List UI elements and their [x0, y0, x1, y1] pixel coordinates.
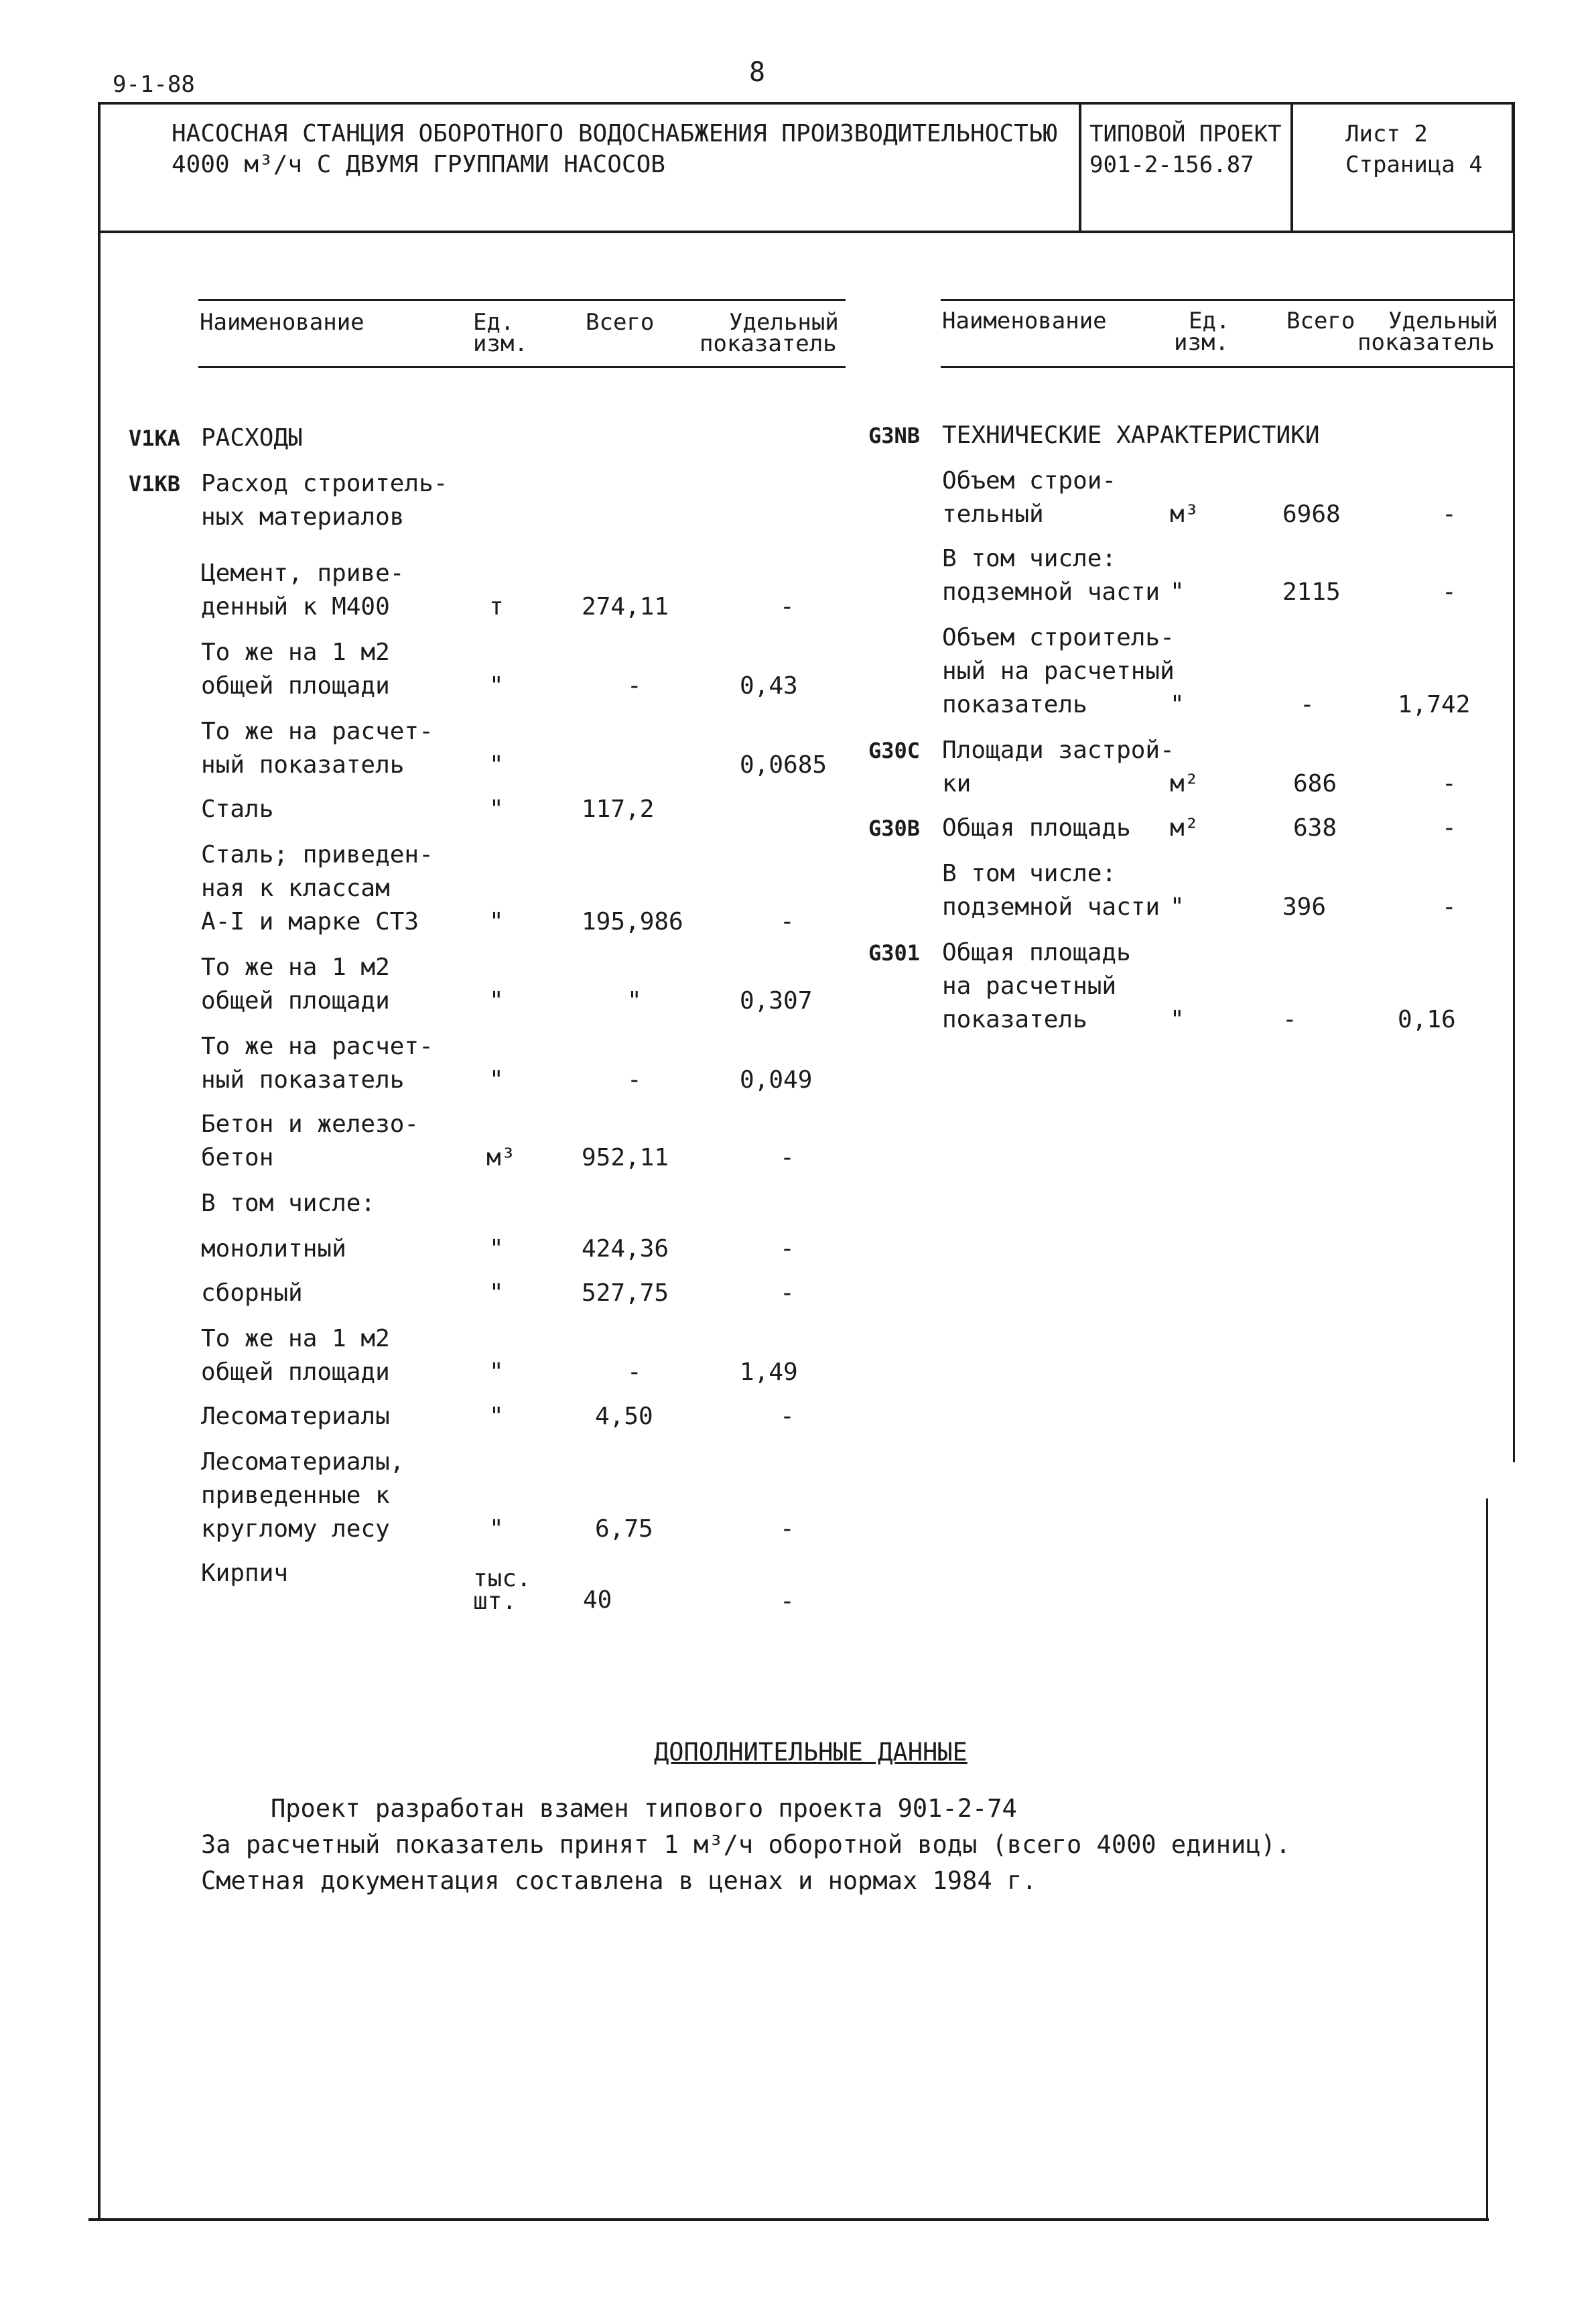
left-row-unit: " [489, 1358, 504, 1386]
right-header-unit-2: изм. [1174, 329, 1229, 356]
right-row-spec: 1,742 [1398, 691, 1471, 718]
right-header-spec-2: показатель [1357, 329, 1495, 356]
left-row-name: Лесоматериалы [201, 1403, 390, 1430]
left-row-name: Цемент, приве- [201, 560, 405, 587]
left-row-unit: " [489, 908, 504, 936]
left-row-unit: " [489, 987, 504, 1015]
left-row-unit: " [489, 1515, 504, 1543]
right-row-unit: м² [1170, 770, 1199, 797]
left-row-name: Сталь; приведен- [201, 841, 434, 869]
right-header-spec-1: Удельный [1388, 308, 1498, 334]
left-row-name: Лесоматериалы, [201, 1448, 405, 1476]
left-row-name: В том числе: [201, 1190, 376, 1217]
left-row-name: Кирпич [201, 1559, 289, 1587]
right-section-code: G3NB [868, 423, 921, 448]
right-row-total: 686 [1293, 770, 1337, 797]
left-row-name: Бетон и железо- [201, 1110, 419, 1138]
left-header-spec-2: показатель [700, 330, 837, 357]
left-row-spec: - [780, 1515, 795, 1543]
additional-line-1: Проект разработан взамен типового проекта 901-2-74 [271, 1794, 1017, 1823]
left-row-name: сборный [201, 1279, 303, 1307]
title-block-divider [1290, 102, 1293, 233]
project-label: ТИПОВОЙ ПРОЕКТ [1089, 121, 1282, 147]
right-row-name: на расчетный [942, 972, 1117, 1000]
frame-right-top-line [1513, 102, 1515, 1462]
left-row-total: - [627, 1066, 642, 1094]
right-row-unit: " [1170, 578, 1185, 606]
right-row-name: Объем строитель- [942, 624, 1175, 651]
left-row-unit: т [489, 593, 504, 621]
left-row-spec: - [780, 1588, 795, 1615]
right-row-name: Площади застрой- [942, 737, 1175, 764]
title-line-1: НАСОСНАЯ СТАНЦИЯ ОБОРОТНОГО ВОДОСНАБЖЕНИЯ ПРОИЗВОДИТЕЛЬНОСТЬЮ [172, 120, 1058, 147]
left-row-total: 527,75 [582, 1279, 669, 1307]
frame-left-line [98, 102, 101, 2221]
left-row-unit: " [489, 1279, 504, 1307]
right-row-name: подземной части [942, 578, 1160, 606]
left-row-name: Сталь [201, 795, 274, 823]
right-row-spec: - [1442, 770, 1457, 797]
left-row-name: ная к классам [201, 875, 390, 902]
right-row-code: G301 [868, 940, 921, 966]
right-section-title: ТЕХНИЧЕСКИЕ ХАРАКТЕРИСТИКИ [942, 422, 1320, 449]
title-block-divider [1079, 102, 1081, 233]
left-row-spec: - [780, 1403, 795, 1430]
left-row-name: общей площади [201, 987, 390, 1015]
left-row-name: бетон [201, 1144, 274, 1171]
left-row-total: - [627, 1358, 642, 1386]
left-row-spec: - [780, 908, 795, 936]
left-row-name: Расход строитель- [201, 470, 448, 497]
left-row-name: То же на 1 м2 [201, 639, 390, 666]
left-row-total: 274,11 [582, 593, 669, 621]
right-header-name: Наименование [942, 308, 1107, 334]
frame-bottom-line [88, 2218, 1489, 2221]
left-row-name: монолитный [201, 1235, 346, 1263]
left-row-unit: " [489, 1235, 504, 1263]
left-header-name: Наименование [200, 309, 364, 336]
right-row-code: G30B [868, 816, 921, 841]
left-row-total: 195,986 [582, 908, 683, 936]
left-row-total: 952,11 [582, 1144, 669, 1171]
left-row-name: круглому лесу [201, 1515, 390, 1543]
right-row-code: G30C [868, 738, 921, 763]
left-section-title: РАСХОДЫ [201, 424, 303, 452]
doc-code: 9-1-88 [113, 71, 195, 98]
right-row-name: Общая площадь [942, 939, 1131, 966]
left-row-total: " [627, 987, 642, 1015]
sheet-label: Лист 2 [1345, 121, 1428, 147]
left-row-spec: - [780, 593, 795, 621]
page-label: Страница 4 [1345, 151, 1483, 178]
left-row-name: приведенные к [201, 1482, 390, 1509]
left-row-total: 40 [583, 1586, 612, 1614]
right-row-unit: " [1170, 893, 1185, 921]
left-row-total: 4,50 [595, 1403, 653, 1430]
right-row-spec: - [1442, 893, 1457, 921]
right-row-spec: - [1442, 501, 1457, 528]
left-row-spec: 0,43 [740, 672, 798, 700]
left-row-name: То же на расчет- [201, 1033, 434, 1060]
additional-heading: ДОПОЛНИТЕЛЬНЫЕ ДАННЫЕ [654, 1738, 968, 1767]
left-row-unit: " [489, 795, 504, 823]
right-header-total: Всего [1286, 308, 1355, 334]
right-row-spec: - [1442, 578, 1457, 606]
title-line-2: 4000 м³/ч С ДВУМЯ ГРУППАМИ НАСОСОВ [172, 151, 665, 178]
left-row-unit: шт. [473, 1588, 517, 1615]
right-row-name: показатель [942, 1006, 1087, 1033]
left-header-unit-2: изм. [473, 330, 528, 357]
right-table-top-rule [941, 299, 1514, 301]
left-header-total: Всего [586, 309, 655, 336]
right-row-unit: м² [1170, 814, 1199, 842]
right-row-name: Объем строи- [942, 467, 1117, 495]
left-row-unit: " [489, 751, 504, 779]
left-section-code: V1KA [129, 426, 181, 451]
left-row-unit: " [489, 1066, 504, 1094]
left-row-total: - [627, 672, 642, 700]
right-row-unit: " [1170, 1006, 1185, 1033]
left-row-unit: м³ [486, 1144, 516, 1171]
right-row-name: показатель [942, 691, 1087, 718]
left-row-unit: тыс. [473, 1565, 531, 1592]
frame-right-line [1486, 1498, 1488, 2221]
left-row-name: общей площади [201, 672, 390, 700]
right-row-spec: - [1442, 814, 1457, 842]
left-row-name: общей площади [201, 1358, 390, 1386]
additional-line-2: За расчетный показатель принят 1 м³/ч оборотной воды (всего 4000 единиц). [201, 1830, 1291, 1859]
right-row-spec: 0,16 [1398, 1006, 1456, 1033]
left-header-spec-1: Удельный [729, 309, 839, 336]
right-row-total: 2115 [1282, 578, 1341, 606]
right-row-total: 638 [1293, 814, 1337, 842]
project-number: 901-2-156.87 [1089, 151, 1254, 178]
left-row-name: ный показатель [201, 751, 405, 779]
left-row-spec: - [780, 1235, 795, 1263]
right-table-header-rule [941, 366, 1514, 368]
left-row-spec: 0,049 [740, 1066, 813, 1094]
right-row-unit: м³ [1170, 501, 1199, 528]
right-row-name: тельный [942, 501, 1044, 528]
left-table-top-rule [198, 299, 846, 301]
right-row-total: - [1282, 1006, 1297, 1033]
right-header-unit-1: Ед. [1189, 308, 1230, 334]
left-row-name: ный показатель [201, 1066, 405, 1094]
right-row-total: 6968 [1282, 501, 1341, 528]
left-row-name: денный к М400 [201, 593, 390, 621]
left-row-name: А-I и марке СТ3 [201, 908, 419, 936]
right-row-total: - [1300, 691, 1315, 718]
right-row-total: 396 [1282, 893, 1327, 921]
right-row-name: Общая площадь [942, 814, 1131, 842]
left-subsection-code: V1KB [129, 471, 181, 497]
left-row-unit: " [489, 1403, 504, 1430]
right-row-name: ный на расчетный [942, 657, 1175, 685]
left-row-spec: 0,307 [740, 987, 813, 1015]
left-row-name: То же на 1 м2 [201, 1325, 390, 1352]
left-row-name: То же на расчет- [201, 718, 434, 745]
additional-line-3: Сметная документация составлена в ценах и нормах 1984 г. [201, 1866, 1037, 1895]
left-row-unit: " [489, 672, 504, 700]
left-row-spec: - [780, 1144, 795, 1171]
left-row-total: 424,36 [582, 1235, 669, 1263]
left-row-total: 117,2 [582, 795, 655, 823]
left-row-spec: 0,0685 [740, 751, 827, 779]
left-table-header-rule [198, 366, 846, 368]
left-row-total: 6,75 [595, 1515, 653, 1543]
left-row-spec: 1,49 [740, 1358, 798, 1386]
right-row-name: В том числе: [942, 860, 1117, 887]
right-row-unit: " [1170, 691, 1185, 718]
right-row-name: ки [942, 770, 972, 797]
right-row-name: В том числе: [942, 545, 1117, 572]
left-row-name: То же на 1 м2 [201, 954, 390, 981]
left-row-name: ных материалов [201, 503, 405, 531]
page-number: 8 [749, 57, 766, 88]
right-row-name: подземной части [942, 893, 1160, 921]
left-row-spec: - [780, 1279, 795, 1307]
left-header-unit-1: Ед. [473, 309, 515, 336]
